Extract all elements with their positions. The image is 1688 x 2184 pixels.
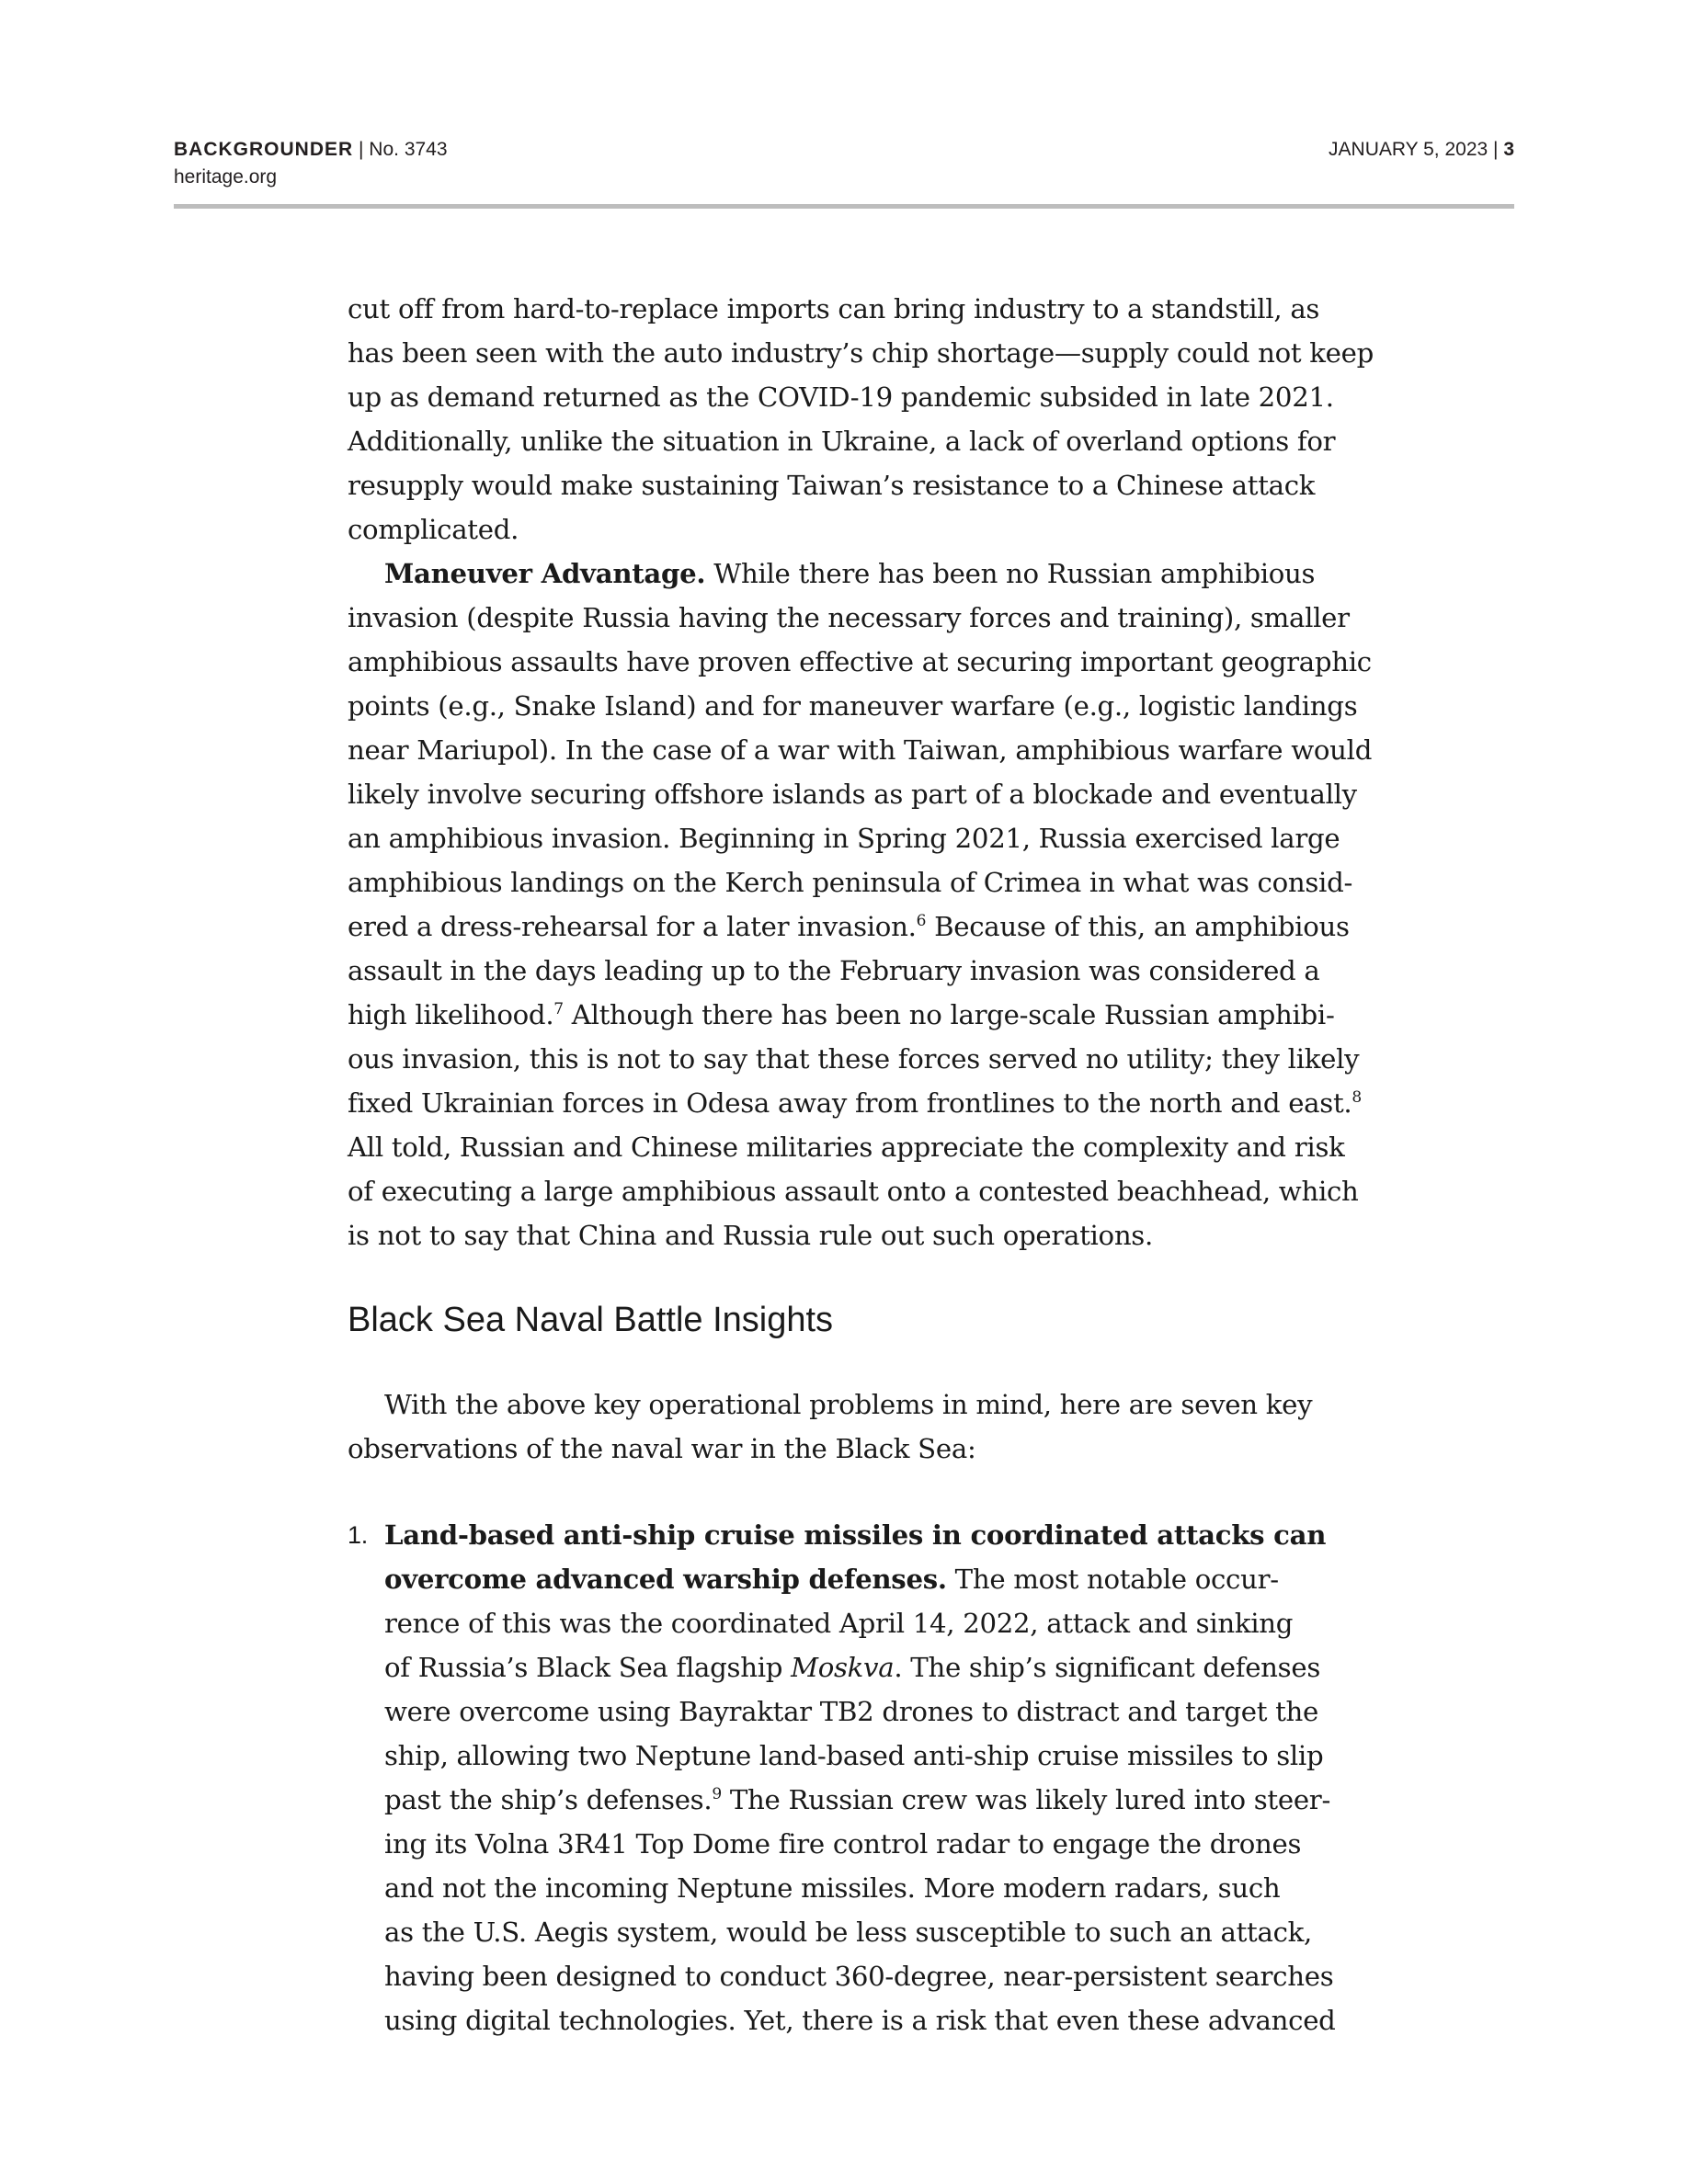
text-line: of Russia’s Black Sea flagship Moskva. The ship’s significant defenses — [384, 1652, 1321, 1683]
site-link[interactable]: heritage.org — [174, 166, 278, 188]
paragraph-2 — [348, 552, 1373, 1257]
text-line: amphibious assaults have proven effective at securing important geographic — [348, 646, 1372, 677]
ship-name: Moskva — [791, 1652, 895, 1683]
text-line: of executing a large amphibious assault onto a contested beachhead, which — [348, 1176, 1359, 1207]
observations-list — [348, 1513, 1340, 2042]
footnote-9[interactable]: 9 — [712, 1785, 722, 1803]
run-in-heading: Maneuver Advantage. — [384, 558, 706, 589]
issue-number: | No. 3743 — [359, 139, 448, 160]
text-line: is not to say that China and Russia rule out such operations. — [348, 1220, 1153, 1251]
text-line: All told, Russian and Chinese militaries appreciate the complexity and risk — [348, 1132, 1345, 1163]
page-number: 3 — [1503, 139, 1514, 160]
publication-date: JANUARY 5, 2023 | — [1329, 139, 1499, 160]
text-line: up as demand returned as the COVID-19 pandemic subsided in late 2021. — [348, 381, 1334, 413]
text-line: fixed Ukrainian forces in Odesa away from frontlines to the north and east.$^8$ — [348, 1087, 1362, 1119]
text-line: amphibious landings on the Kerch peninsula of Crimea in what was consid- — [348, 867, 1353, 898]
text-line: has been seen with the auto industry’s chip shortage—supply could not keep — [348, 337, 1374, 369]
text-line: ing its Volna 3R41 Top Dome fire control radar to engage the drones — [384, 1828, 1302, 1860]
paragraph-3 — [348, 1382, 1340, 1471]
text-line: complicated. — [348, 514, 519, 545]
text-line: ous invasion, this is not to say that these forces served no utility; they likely — [348, 1043, 1360, 1075]
list-number: 1. — [348, 1521, 368, 1549]
text-line: points (e.g., Snake Island) and for maneuver warfare (e.g., logistic landings — [348, 690, 1358, 722]
footnote-6[interactable]: 6 — [916, 912, 927, 930]
text-line: as the U.S. Aegis system, would be less susceptible to such an attack, — [384, 1917, 1312, 1948]
text-line: Additionally, unlike the situation in Ukraine, a lack of overland options for — [348, 426, 1336, 457]
header-right — [1329, 136, 1514, 164]
article-body — [348, 287, 1374, 2042]
paragraph-1 — [348, 287, 1374, 552]
text-line: high likelihood.$^7$ Although there has been no large-scale Russian amphibi- — [348, 999, 1335, 1030]
text-line: observations of the naval war in the Black Sea: — [348, 1433, 976, 1464]
footnote-7[interactable]: 7 — [553, 1000, 564, 1018]
list-item — [348, 1513, 1340, 2042]
text-line: cut off from hard-to-replace imports can bring industry to a standstill, as — [348, 293, 1320, 324]
text-line: Maneuver Advantage. While there has been no Russian amphibious — [384, 558, 1316, 589]
text-line: and not the incoming Neptune missiles. More modern radars, such — [384, 1872, 1281, 1904]
text-line: With the above key operational problems in mind, here are seven key — [384, 1389, 1313, 1420]
text-line: assault in the days leading up to the February invasion was considered a — [348, 955, 1320, 986]
text-line: near Mariupol). In the case of a war with Taiwan, amphibious warfare would — [348, 734, 1373, 766]
text-line: ship, allowing two Neptune land-based anti-ship cruise missiles to slip — [384, 1740, 1324, 1771]
section-heading: Black Sea Naval Battle Insights — [348, 1301, 834, 1339]
footnote-8[interactable]: 8 — [1352, 1088, 1362, 1107]
text-line: an amphibious invasion. Beginning in Spring 2021, Russia exercised large — [348, 823, 1340, 854]
text-line: ered a dress-rehearsal for a later invasion.$^6$ Because of this, an amphibious — [348, 911, 1350, 942]
text-line: likely involve securing offshore islands as part of a blockade and eventually — [348, 779, 1357, 810]
text-line: using digital technologies. Yet, there is a risk that even these advanced — [384, 2005, 1336, 2036]
text-line: past the ship’s defenses.$^9$ The Russian crew was likely lured into steer- — [384, 1784, 1331, 1815]
header-left — [174, 136, 448, 191]
text-line: resupply would make sustaining Taiwan’s resistance to a Chinese attack — [348, 470, 1316, 501]
series-name: BACKGROUNDER — [174, 139, 354, 160]
header-rule — [174, 204, 1514, 209]
text-line: were overcome using Bayraktar TB2 drones to distract and target the — [384, 1696, 1319, 1727]
text-line: rence of this was the coordinated April 14, 2022, attack and sinking — [384, 1608, 1294, 1639]
text-line: Land-based anti-ship cruise missiles in coordinated attacks can — [384, 1519, 1327, 1551]
text-line: having been designed to conduct 360-degree, near-persistent searches — [384, 1961, 1334, 1992]
text-line: invasion (despite Russia having the necessary forces and training), smaller — [348, 602, 1350, 633]
text-line: overcome advanced warship defenses. The most notable occur- — [384, 1564, 1279, 1595]
